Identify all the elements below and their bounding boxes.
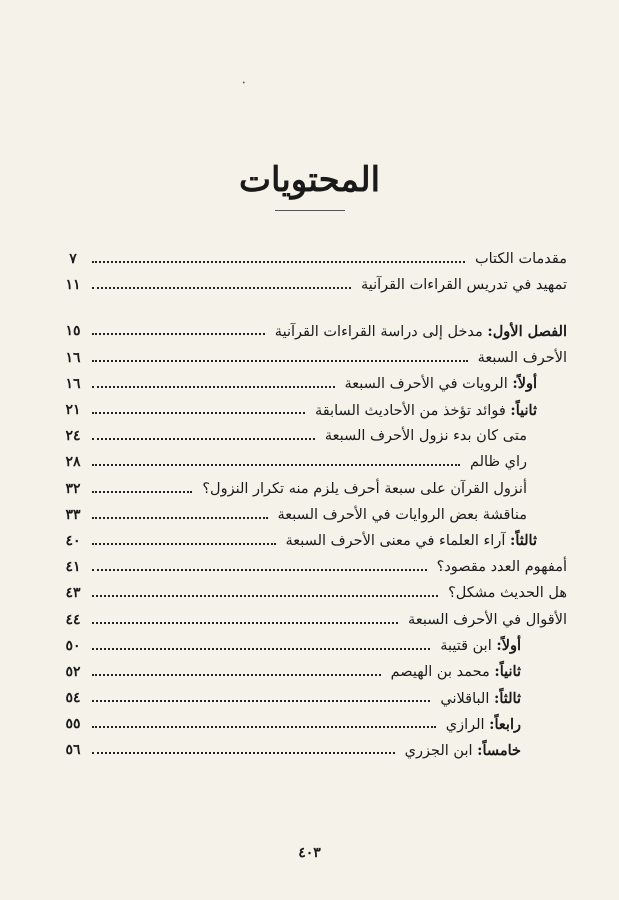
toc-entry[interactable] [62,659,567,685]
toc-entry-page: ٥٦ [65,742,81,759]
toc-entry-label [446,716,567,733]
toc-entry-text: مدخل إلى دراسة القراءات القرآنية [274,323,488,340]
toc-entry[interactable] [62,318,567,344]
toc-entry-text: ابن قتيبة [440,638,497,655]
toc-entry-prefix: الفصل الأول: [487,322,567,340]
toc-entry-label [440,637,567,654]
dot-leader [92,700,430,702]
toc-entry[interactable] [62,423,567,449]
title-ornament [275,206,345,211]
toc-entry[interactable] [62,345,567,371]
toc-entry-text: الرازي [445,716,490,733]
dot-leader [92,333,265,335]
toc-entry-label [470,454,567,470]
toc-entry[interactable] [62,371,567,397]
page-title-text: المحتويات [238,160,381,200]
toc-entry-label [405,742,567,759]
toc-entry[interactable] [62,246,567,272]
toc-entry[interactable] [62,502,567,528]
toc-entry-text: راي ظالم [469,454,527,471]
toc-entry[interactable] [62,554,567,580]
toc-entry-page: ٥٥ [65,716,81,733]
dot-leader [92,491,192,493]
toc-entry-page: ٣٢ [65,480,81,497]
toc-entry-prefix: ثالثاً: [509,532,537,550]
toc-entry-text: الرويات في الأحرف السبعة [344,376,513,393]
toc-entry-page: ٢٤ [65,428,81,445]
toc-entry-page: ٤٣ [65,585,81,602]
toc-entry-text: الباقلاني [440,690,494,707]
toc-entry[interactable] [62,580,567,606]
toc-entry-page: ٥٢ [65,663,81,680]
dot-leader [92,360,468,362]
dot-leader [92,438,315,440]
dot-leader [92,674,381,676]
dot-leader [92,287,351,289]
dot-leader [92,726,436,728]
toc-entry-label [440,690,567,707]
toc-entry-prefix: ثالثاً: [493,689,521,707]
page-number: ٤٠٣ [298,845,321,861]
toc-entry-label [448,585,567,601]
dot-leader [92,595,438,597]
page-mark: • [242,80,246,87]
toc-entry-text: محمد بن الهيصم [390,664,495,681]
dot-leader [92,543,276,545]
toc-entry-text: فوائد تؤخذ من الأحاديث السابقة [314,402,511,419]
toc-entry-text: ابن الجزري [404,742,478,759]
toc-entry[interactable] [62,476,567,502]
toc-entry-page: ٤٠ [65,532,81,549]
toc-entry-label [478,350,567,366]
toc-entry-page: ٥٤ [65,690,81,707]
dot-leader [92,464,460,466]
toc-entry-text: هل الحديث مشكل؟ [448,585,567,602]
toc-entry-label [391,663,567,680]
toc-entry-text: متى كان بدء نزول الأحرف السبعة [324,428,527,445]
toc-entry-text: آراء العلماء في معنى الأحرف السبعة [285,533,510,550]
dot-leader [92,648,430,650]
table-of-contents [62,246,567,764]
toc-entry-label [345,375,567,392]
toc-entry-text: الأحرف السبعة [477,349,567,366]
toc-entry-text: أمفهوم العدد مقصود؟ [436,559,567,576]
toc-entry-label [202,481,567,497]
toc-entry-text: مناقشة بعض الروايات في الأحرف السبعة [277,506,527,523]
toc-entry-page: ٢١ [65,402,81,419]
toc-entry-page: ٤١ [65,559,81,576]
dot-leader [92,752,395,754]
dot-leader [92,261,465,263]
toc-entry[interactable] [62,606,567,632]
toc-entry-label [278,507,567,523]
dot-leader [92,517,268,519]
toc-entry[interactable] [62,528,567,554]
dot-leader [92,622,398,624]
toc-entry-page: ٤٤ [65,611,81,628]
toc-entry-page: ٧ [69,251,77,268]
dot-leader [92,412,305,414]
toc-entry-page: ٢٨ [65,454,81,471]
dot-leader [92,386,335,388]
toc-entry-text: أنزول القرآن على سبعة أحرف يلزم منه تكرار النزول؟ [202,480,527,497]
toc-entry[interactable] [62,449,567,475]
dot-leader [92,569,427,571]
toc-entry-prefix: رابعاً: [489,715,521,733]
toc-entry[interactable] [62,633,567,659]
toc-entry-text: مقدمات الكتاب [474,251,567,268]
toc-entry-label [275,323,567,340]
toc-entry-label [408,612,567,628]
toc-entry-page: ١٦ [65,349,81,366]
toc-entry-label [437,559,567,575]
toc-entry-label [475,251,567,267]
toc-entry-page: ١٥ [65,323,81,340]
toc-entry-text: تمهيد في تدريس القراءات القرآنية [360,277,567,294]
page-title [0,160,619,211]
toc-entry-page: ٥٠ [65,637,81,654]
toc-entry-page: ١١ [65,277,81,294]
toc-entry[interactable] [62,685,567,711]
toc-entry-text: الأقوال في الأحرف السبعة [408,611,567,628]
toc-entry-label [325,428,567,444]
toc-entry-page: ١٦ [65,375,81,392]
toc-entry-prefix: ثانياً: [510,401,537,419]
toc-entry-prefix: ثانياً: [494,663,521,681]
toc-entry-label [315,402,567,419]
toc-entry[interactable] [62,711,567,737]
toc-entry-page: ٣٣ [65,506,81,523]
toc-entry[interactable] [62,272,567,298]
toc-entry-label [286,532,567,549]
toc-entry-prefix: خامساً: [477,741,521,759]
toc-entry-label [361,277,567,293]
toc-entry-prefix: أولاً: [496,637,521,655]
toc-entry-prefix: أولاً: [512,375,537,393]
toc-entry[interactable] [62,737,567,763]
toc-entry[interactable] [62,397,567,423]
